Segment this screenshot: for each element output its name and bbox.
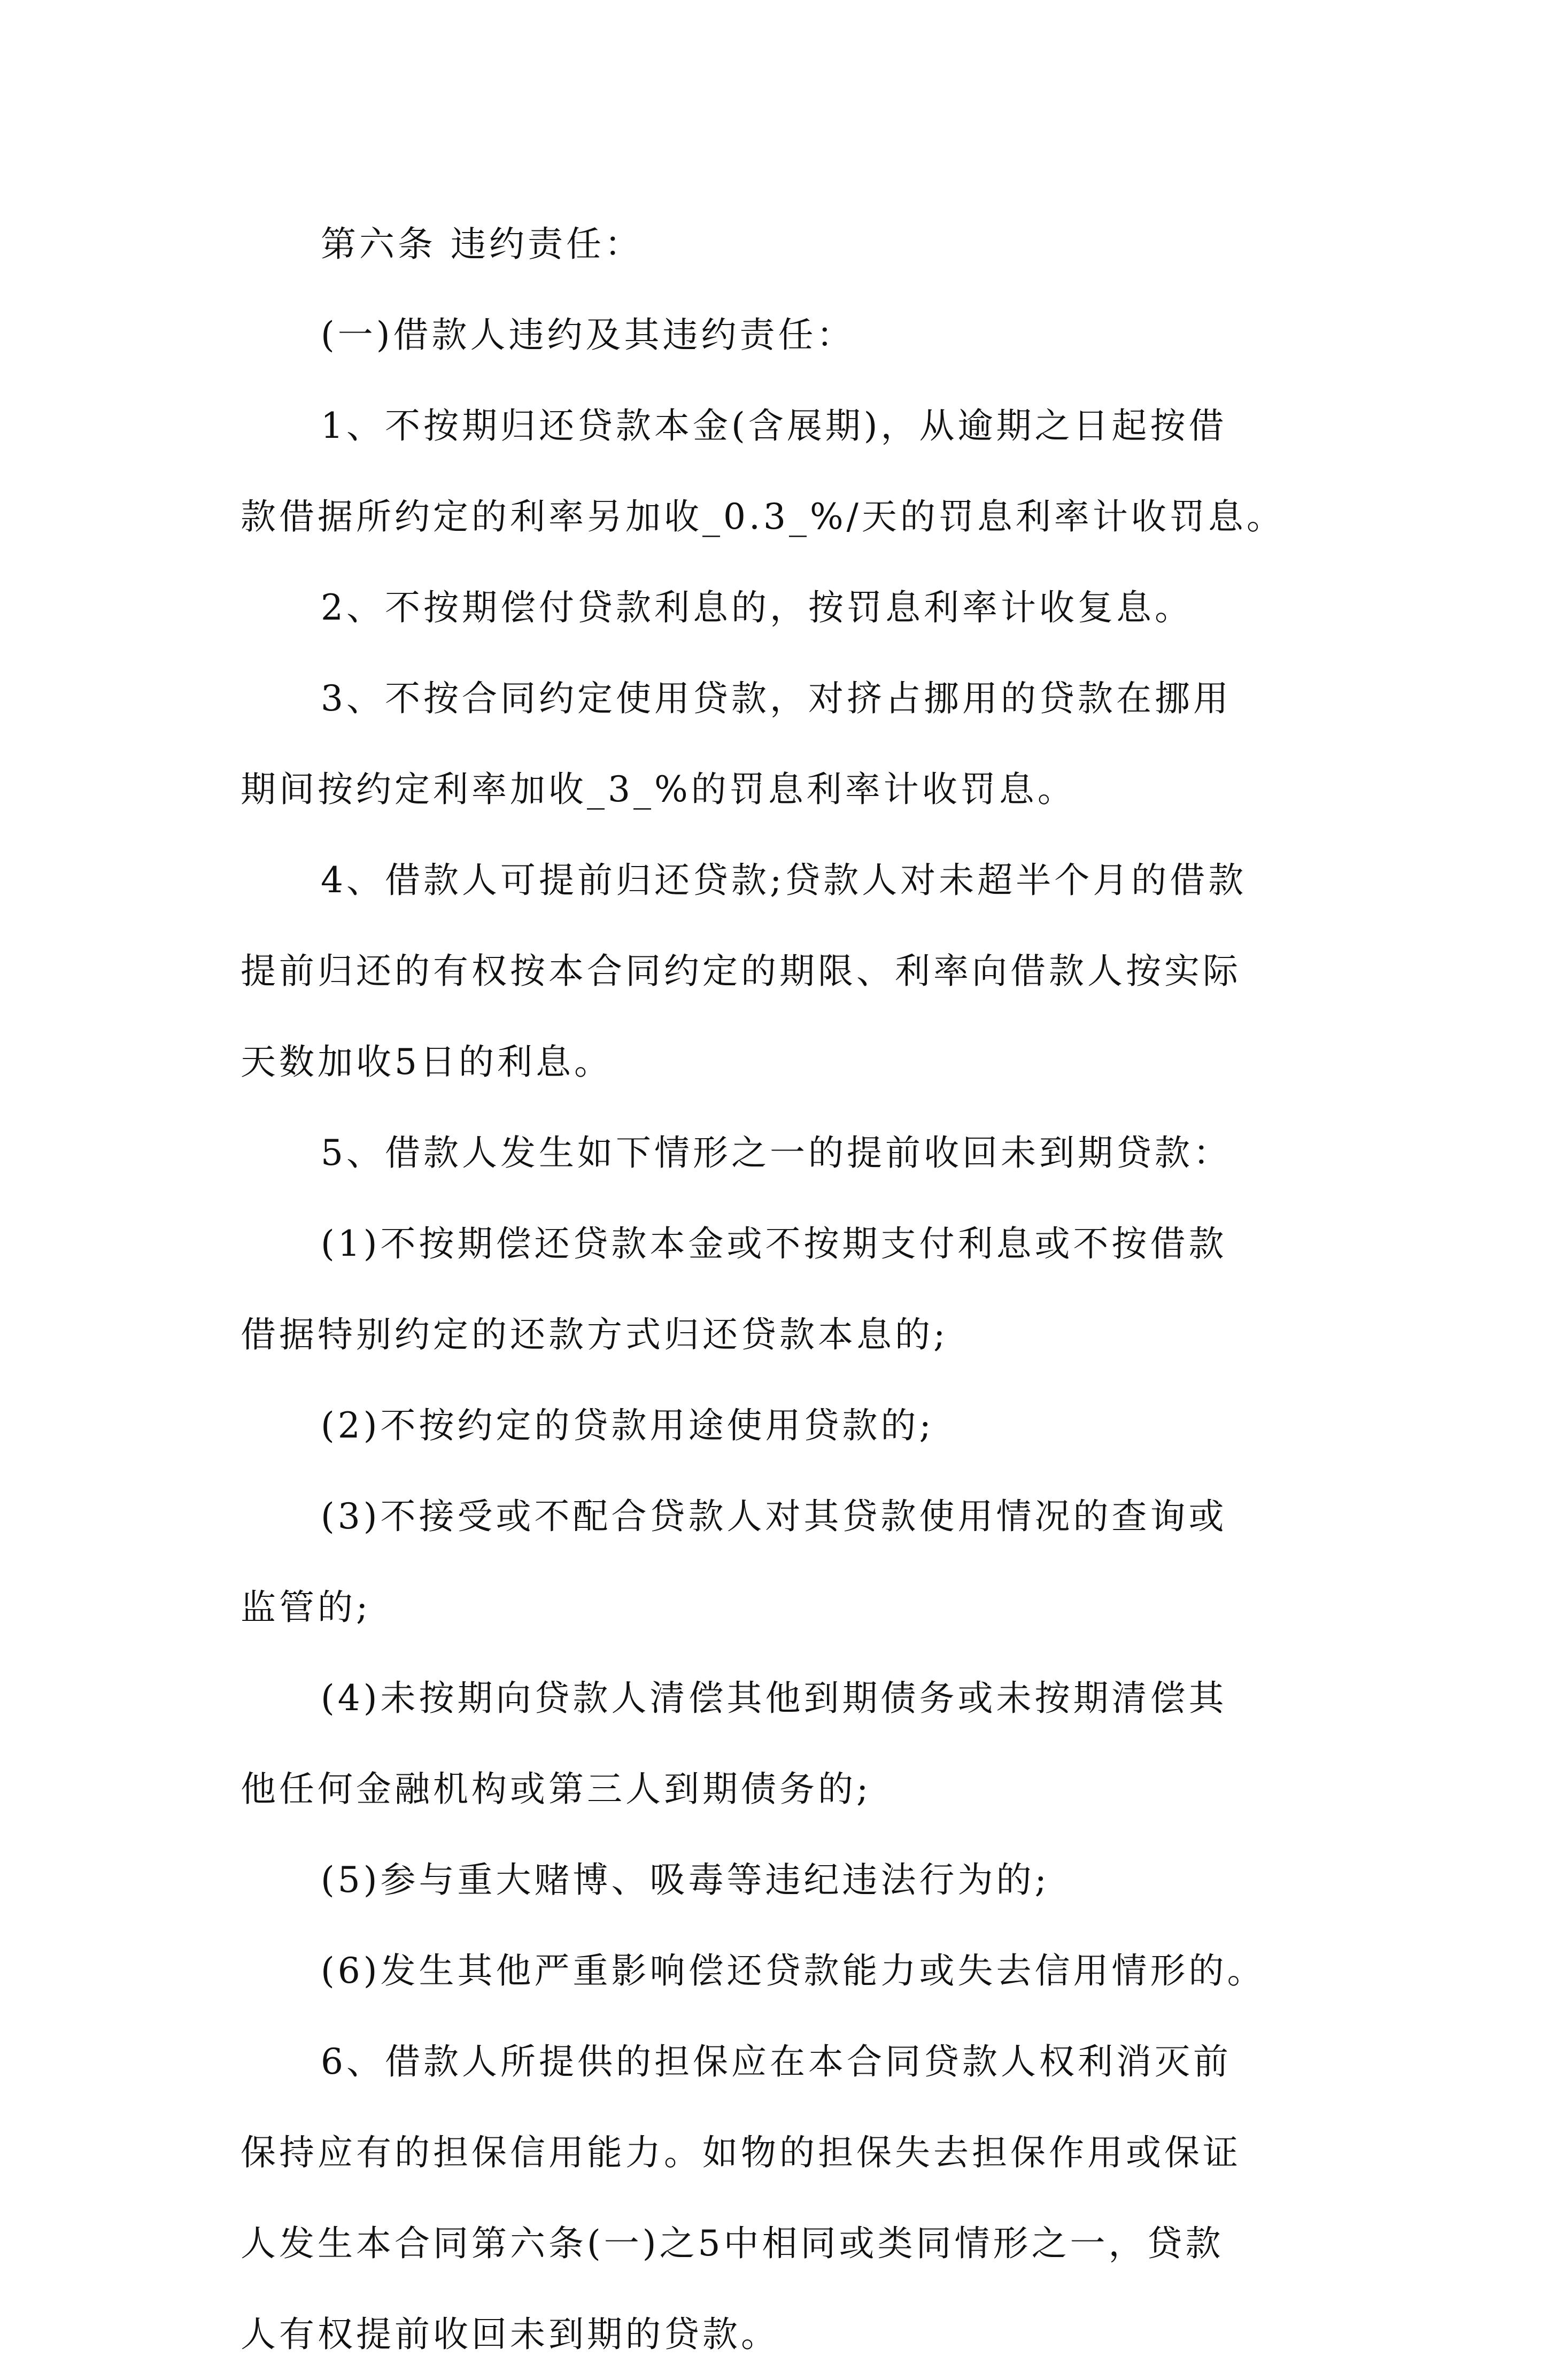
text-line: 3、不按合同约定使用贷款，对挤占挪用的贷款在挪用 xyxy=(321,678,1232,719)
text-line: 保持应有的担保信用能力。如物的担保失去担保作用或保证 xyxy=(241,2132,1241,2173)
text-line: 期间按约定利率加收_3_%的罚息利率计收罚息。 xyxy=(241,769,1076,810)
section-heading: (一)借款人违约及其违约责任： xyxy=(321,314,855,356)
text-line: (3)不接受或不配合贷款人对其贷款使用情况的查询或 xyxy=(321,1496,1227,1537)
text-line: (2)不按约定的贷款用途使用贷款的; xyxy=(321,1405,934,1446)
document-body xyxy=(241,199,1315,2380)
text-line: 监管的; xyxy=(241,1587,372,1628)
text-line: 他任何金融机构或第三人到期债务的; xyxy=(241,1768,872,1810)
text-line: 2、不按期偿付贷款利息的，按罚息利率计收复息。 xyxy=(321,587,1193,628)
text-line: 1、不按期归还贷款本金(含展期)，从逾期之日起按借 xyxy=(321,405,1227,446)
text-line: 借据特别约定的还款方式归还贷款本息的; xyxy=(241,1314,949,1355)
text-line: 天数加收5日的利息。 xyxy=(241,1041,613,1083)
text-line: 款借据所约定的利率另加收_0.3_%/天的罚息利率计收罚息。 xyxy=(241,496,1285,537)
text-line: 6、借款人所提供的担保应在本合同贷款人权利消灭前 xyxy=(321,2041,1232,2082)
text-line: 人有权提前收回未到期的贷款。 xyxy=(241,2314,779,2355)
article-heading: 第六条 违约责任： xyxy=(321,223,643,265)
text-line: (4)未按期向贷款人清偿其他到期债务或未按期清偿其 xyxy=(321,1678,1227,1719)
text-line: 人发生本合同第六条(一)之5中相同或类同情形之一，贷款 xyxy=(241,2223,1224,2264)
text-line: 提前归还的有权按本合同约定的期限、利率向借款人按实际 xyxy=(241,951,1241,992)
text-line: (1)不按期偿还贷款本金或不按期支付利息或不按借款 xyxy=(321,1223,1227,1264)
text-line: 4、借款人可提前归还贷款;贷款人对未超半个月的借款 xyxy=(321,860,1247,901)
text-line: (6)发生其他严重影响偿还贷款能力或失去信用情形的。 xyxy=(321,1950,1266,1991)
text-line: (5)参与重大赌博、吸毒等违纪违法行为的; xyxy=(321,1859,1050,1900)
text-line: 5、借款人发生如下情形之一的提前收回未到期贷款： xyxy=(321,1132,1232,1173)
